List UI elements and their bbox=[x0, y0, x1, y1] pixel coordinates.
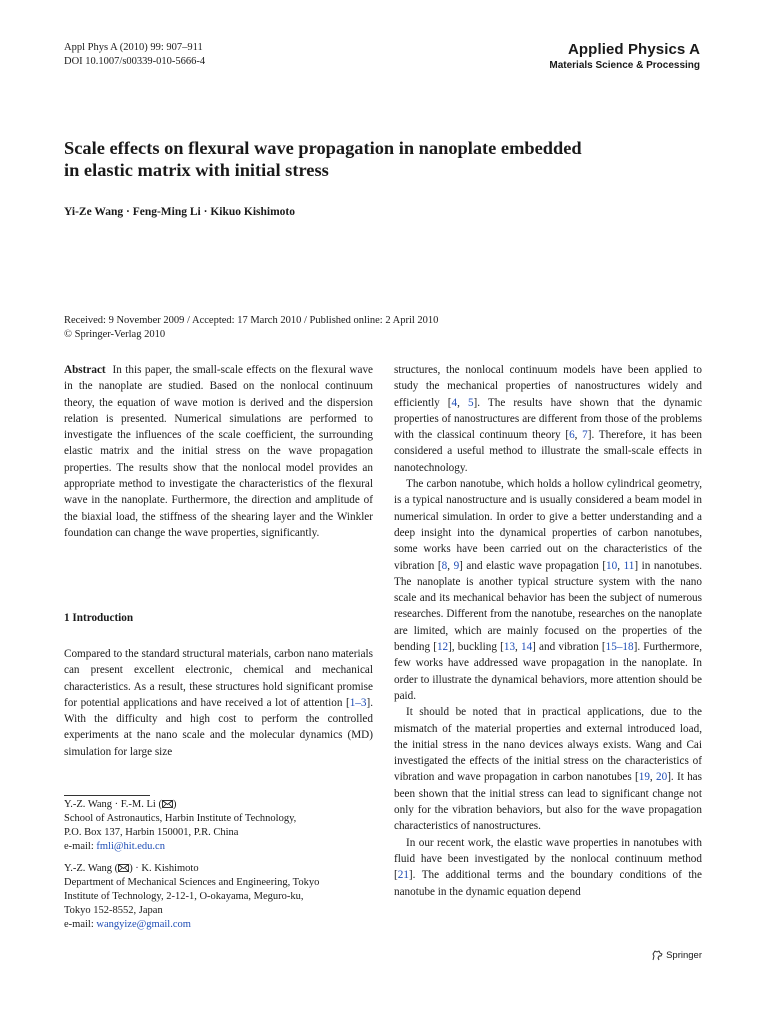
affiliation-line: Institute of Technology, 2-12-1, O-okayama, Meguro-ku, bbox=[64, 891, 304, 902]
email-label: e-mail: bbox=[64, 841, 97, 852]
affiliation-names bbox=[64, 798, 373, 812]
text-run: ]. Furthermore, few works have addressed wave propagation in the nanoplate. In order to illustrate the dynamical behaviors, more attention should be paid. bbox=[394, 641, 703, 702]
right-column-text bbox=[394, 362, 702, 900]
journal-citation bbox=[64, 41, 205, 69]
citation-link[interactable]: 5 bbox=[467, 396, 474, 409]
introduction-paragraph bbox=[64, 646, 373, 760]
citation-link[interactable]: 8 bbox=[441, 559, 448, 572]
citation-link[interactable]: 19 bbox=[638, 771, 650, 784]
copyright-line: © Springer-Verlag 2010 bbox=[64, 329, 166, 340]
paragraph: structures, the nonlocal continuum models have been applied to study the mechanical properties of nanostructures widely and efficiently [4, 5]. The results have shown that the dynamic properties of nanostructures are different from those of the problems with the classical continuum theory [6, 7]. Therefore, it has been considered a useful method to illustrate the small-scale effects in nanotechnology. bbox=[394, 364, 702, 474]
title-line-1: Scale effects on flexural wave propagation in nanoplate embedded bbox=[64, 138, 582, 158]
citation-link[interactable]: 11 bbox=[623, 559, 635, 572]
text-run: Y.-Z. Wang · F.-M. Li ( bbox=[64, 799, 162, 810]
journal-name: Applied Physics A bbox=[567, 41, 700, 58]
text-run: ]. Therefore, it has been considered a useful method to illustrate the small-scale effects in nanotechnology. bbox=[394, 429, 702, 474]
abstract-text: In this paper, the small-scale effects on the flexural wave in the nanoplate are studied. Based on the nonlocal continuum theory, the equation of wave motion is derived and the dispersion relation is presented. Numerical simulations are performed to investigate the influences of the scale coefficient, the surrounding elastic matrix and the initial stress on the wave propagation properties. The results show that the nonlocal model provides an appropriate method to investigate the characteristics of the flexural wave in the nanoplate. Furthermore, the direction and amplitude of the biaxial load, the stiffness of the shearing layer and the Winkler foundation can change the wave properties, significantly. bbox=[64, 364, 373, 539]
abstract-label: Abstract bbox=[64, 364, 106, 376]
citation-link[interactable]: 6 bbox=[569, 429, 575, 442]
text-run: ], buckling [ bbox=[448, 641, 504, 654]
footnote-divider bbox=[64, 795, 150, 796]
paragraph: The carbon nanotube, which holds a hollow cylindrical geometry, is a typical nanostructure and is usually considered a beam model in numerical simulation. In order to give a better understanding and a deep insight into the dynamical properties of carbon nanotubes, some works have been carried out on the characteristics of the vibration [8, 9] and elastic wave propagation [10, 11] in nanotubes. The nanoplate is another typical structure system with the nano scale and its mechanical behavior has been the subject of numerous researches. Different from the nanotube, researches on the nanoplate are limited, which are mainly focused on the properties of the bending [12], buckling [13, 14] and vibration [15–18]. Furthermore, few works have addressed wave propagation in the nanoplate. In order to illustrate the dynamical behaviors, more attention should be paid. bbox=[394, 478, 703, 702]
email-label: e-mail: bbox=[64, 919, 97, 930]
citation-link[interactable]: 21 bbox=[397, 869, 409, 882]
dates-line: Received: 9 November 2009 / Accepted: 17 March 2010 / Published online: 2 April 2010 bbox=[64, 315, 439, 326]
text-run: The carbon nanotube, which holds a hollow cylindrical geometry, is a typical nanostructure and is usually considered a beam model in numerical simulation. In order to give a better understanding and a deep insight into the dynamical properties of carbon nanotubes, some works have been carried out on the characteristics of the vibration [ bbox=[394, 478, 702, 572]
citation-link[interactable]: 12 bbox=[436, 641, 449, 654]
text-run: ]. It has been shown that the initial stress can lead to significant change not only for the vibration behaviors, but also for the wave propagation characteristics of nanostructures. bbox=[394, 771, 703, 833]
citation-line: Appl Phys A (2010) 99: 907–911 bbox=[64, 42, 203, 53]
text-run: Y.-Z. Wang ( bbox=[64, 863, 119, 874]
affiliation-2 bbox=[64, 862, 373, 932]
citation-link[interactable]: 14 bbox=[520, 641, 533, 654]
paper-title bbox=[64, 137, 704, 181]
citation-link[interactable]: 9 bbox=[453, 559, 460, 572]
email-link[interactable]: wangyize@gmail.com bbox=[96, 919, 191, 930]
citation-link[interactable]: 4 bbox=[451, 396, 458, 409]
author-list: Yi-Ze Wang · Feng-Ming Li · Kikuo Kishimoto bbox=[64, 206, 295, 218]
doi-line: DOI 10.1007/s00339-010-5666-4 bbox=[64, 56, 206, 67]
affiliation-line: School of Astronautics, Harbin Institute of Technology, bbox=[64, 813, 297, 824]
citation-link[interactable]: 13 bbox=[503, 641, 516, 654]
text-run: ]. The results have shown that the dynamic properties of nanostructures are different from those of the problems with the classical continuum theory [ bbox=[394, 396, 702, 442]
affiliation-line: P.O. Box 137, Harbin 150001, P.R. China bbox=[64, 827, 239, 838]
section-heading-introduction: 1 Introduction bbox=[64, 612, 134, 624]
text-run: ] and vibration [ bbox=[532, 641, 606, 654]
publisher-name: Springer bbox=[666, 950, 702, 961]
text-run: ) · K. Kishimoto bbox=[129, 863, 199, 874]
paragraph: It should be noted that in practical applications, due to the mismatch of the material properties and external introduced load, the initial stress in the nano devices always exists. Wang and Cai investigated the effects of the initial stress on the characteristics of vibration and wave propagation in carbon nanotubes [19, 20]. It has been shown that the initial stress can lead to significant change not only for the vibration behaviors, but also for the wave propagation characteristics of nanostructures. bbox=[394, 706, 703, 833]
journal-brand bbox=[549, 41, 700, 73]
email-link[interactable]: fmli@hit.edu.cn bbox=[96, 841, 165, 852]
citation-link[interactable]: 15–18 bbox=[605, 641, 634, 654]
publication-dates bbox=[64, 314, 438, 342]
text-run: ] in nanotubes. The nanoplate is another typical structure system with the nano scale and its mechanical behavior has been the subject of numerous researches. Different from the nanotube, researches on the nanoplate are limited, which are mainly focused on the properties of the bending [ bbox=[394, 559, 702, 654]
envelope-icon bbox=[118, 864, 129, 872]
text-run: Compared to the standard structural materials, carbon nano materials can present excellent electronic, chemical and mechanical characteristics. As a result, these structures hold significant promise for potential applications and have received a lot of attention [ bbox=[64, 648, 373, 709]
text-run: structures, the nonlocal continuum models have been applied to study the mechanical properties of nanostructures widely and efficiently [ bbox=[394, 364, 702, 409]
envelope-icon bbox=[162, 800, 173, 808]
text-run: ]. The additional terms and the boundary conditions of the nanotube in the dynamic equation depend bbox=[394, 869, 702, 898]
text-run: It should be noted that in practical applications, due to the mismatch of the material properties and external introduced load, the initial stress in the nano devices always exists. Wang and Cai investigated the effects of the initial stress on the characteristics of vibration and wave propagation in carbon nanotubes [ bbox=[394, 706, 702, 784]
abstract bbox=[64, 362, 373, 541]
affiliation-names bbox=[64, 862, 373, 876]
affiliation-line: Tokyo 152-8552, Japan bbox=[64, 905, 163, 916]
text-run: In our recent work, the elastic wave properties in nanotubes with fluid have been investigated by the nonlocal continuum method [ bbox=[394, 836, 702, 882]
affiliation-line: Department of Mechanical Sciences and Engineering, Tokyo bbox=[64, 877, 320, 888]
citation-link[interactable]: 10 bbox=[606, 559, 618, 572]
paragraph bbox=[394, 835, 702, 900]
springer-horse-icon bbox=[651, 950, 663, 961]
affiliation-email-row bbox=[64, 918, 373, 932]
publisher-footer bbox=[651, 950, 702, 961]
citation-link[interactable]: 7 bbox=[582, 429, 588, 442]
text-run: ) bbox=[172, 799, 177, 810]
title-line-2: in elastic matrix with initial stress bbox=[64, 160, 329, 180]
affiliation-email-row bbox=[64, 840, 373, 854]
journal-subtitle: Materials Science & Processing bbox=[549, 60, 700, 71]
citation-link[interactable]: 20 bbox=[656, 771, 668, 784]
text-run: ] and elastic wave propagation [ bbox=[459, 559, 607, 572]
citation-link[interactable]: 1–3 bbox=[349, 696, 367, 709]
affiliation-1 bbox=[64, 798, 373, 854]
text-run: ]. With the difficulty and high cost to perform the controlled experiments at the nano scale and the molecular dynamics (MD) simulation for large size bbox=[64, 696, 373, 758]
